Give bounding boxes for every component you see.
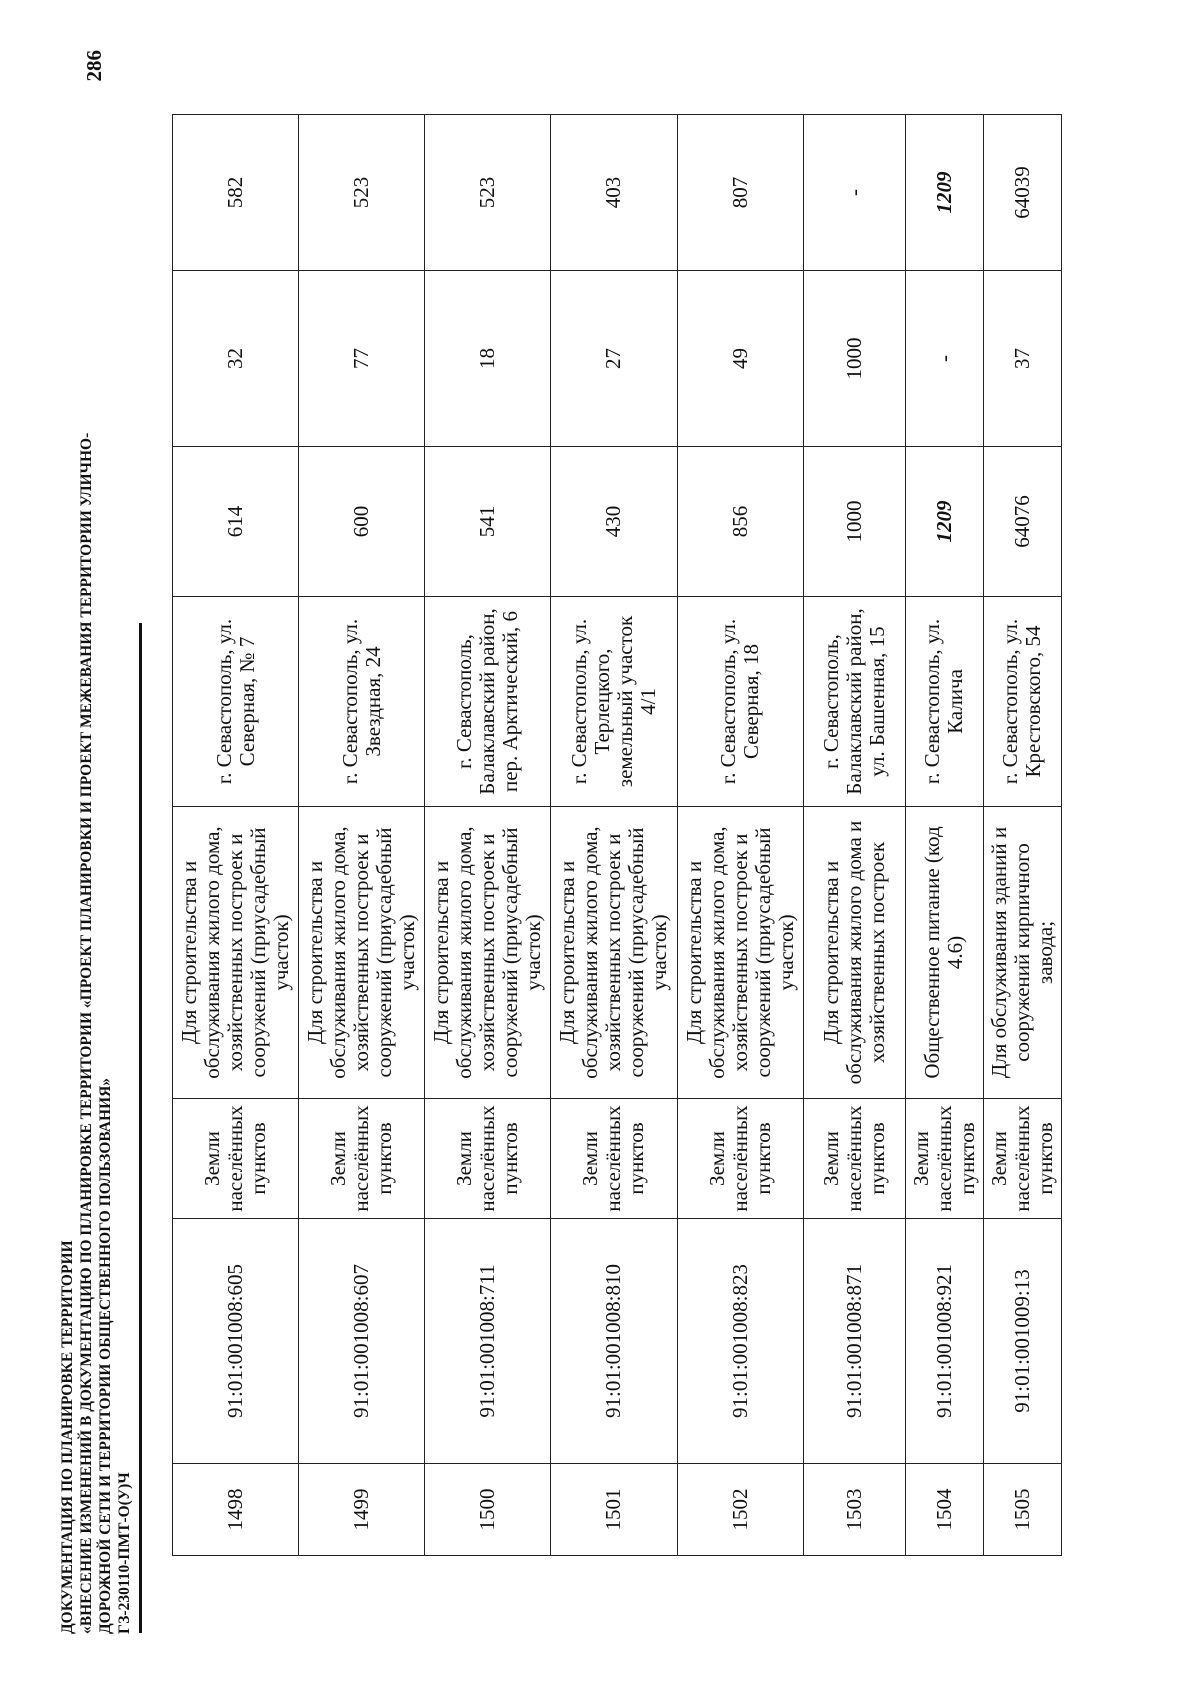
area: 1000 bbox=[803, 447, 905, 597]
address: г. Севастополь, ул. Северная, № 7 bbox=[173, 597, 299, 807]
area: 430 bbox=[551, 447, 677, 597]
table-row bbox=[803, 115, 905, 1556]
cadastral-number: 91:01:001008:921 bbox=[905, 1219, 983, 1464]
row-number: 1501 bbox=[551, 1464, 677, 1556]
permitted-use: Для строительства и обслуживания жилого дома, хозяйственных построек и сооружений (приусадебный участок) bbox=[173, 807, 299, 1099]
land-category: Земли населённых пунктов bbox=[803, 1099, 905, 1219]
area-result: 807 bbox=[677, 115, 803, 271]
area-result: 523 bbox=[299, 115, 425, 271]
row-number: 1504 bbox=[905, 1464, 983, 1556]
header-line-1: ДОКУМЕНТАЦИЯ ПО ПЛАНИРОВКЕ ТЕРРИТОРИИ bbox=[59, 1240, 76, 1634]
area-change: 18 bbox=[425, 271, 551, 447]
row-number: 1503 bbox=[803, 1464, 905, 1556]
land-category: Земли населённых пунктов bbox=[299, 1099, 425, 1219]
table-row bbox=[905, 115, 983, 1556]
land-category: Земли населённых пунктов bbox=[425, 1099, 551, 1219]
address: г. Севастополь, Балаклавский район, ул. Башенная, 15 bbox=[803, 597, 905, 807]
land-plots-table bbox=[172, 114, 1062, 1556]
area: 64076 bbox=[983, 447, 1061, 597]
area: 600 bbox=[299, 447, 425, 597]
cadastral-number: 91:01:001008:711 bbox=[425, 1219, 551, 1464]
area-result: 582 bbox=[173, 115, 299, 271]
land-category: Земли населённых пунктов bbox=[173, 1099, 299, 1219]
area-result: 403 bbox=[551, 115, 677, 271]
address: г. Севастополь, Балаклавский район, пер. Арктический, 6 bbox=[425, 597, 551, 807]
permitted-use: Для строительства и обслуживания жилого дома, хозяйственных построек и сооружений (приусадебный участок) bbox=[551, 807, 677, 1099]
area: 541 bbox=[425, 447, 551, 597]
document-header bbox=[58, 432, 134, 1634]
cadastral-number: 91:01:001008:871 bbox=[803, 1219, 905, 1464]
address: г. Севастополь, ул. Северная, 18 bbox=[677, 597, 803, 807]
area-result: 523 bbox=[425, 115, 551, 271]
permitted-use: Для строительства и обслуживания жилого дома, хозяйственных построек и сооружений (приусадебный участок) bbox=[299, 807, 425, 1099]
table-row bbox=[551, 115, 677, 1556]
row-number: 1498 bbox=[173, 1464, 299, 1556]
header-line-2: «ВНЕСЕНИЕ ИЗМЕНЕНИЙ В ДОКУМЕНТАЦИЮ ПО ПЛАНИРОВКЕ ТЕРРИТОРИИ «ПРОЕКТ ПЛАНИРОВКИ И ПРОЕКТ МЕЖЕВАНИЯ ТЕРРИТОРИИ УЛИЧНО- bbox=[78, 432, 95, 1634]
area: 856 bbox=[677, 447, 803, 597]
address: г. Севастополь, ул. Терлецкого, земельный участок 4/1 bbox=[551, 597, 677, 807]
permitted-use: Общественное питание (код 4.6) bbox=[905, 807, 983, 1099]
area-change: 37 bbox=[983, 271, 1061, 447]
header-rule bbox=[139, 623, 142, 1633]
permitted-use: Для строительства и обслуживания жилого дома и хозяйственных построек bbox=[803, 807, 905, 1099]
address: г. Севастополь, ул. Крестовского, 54 bbox=[983, 597, 1061, 807]
table-row bbox=[173, 115, 299, 1556]
cadastral-number: 91:01:001008:605 bbox=[173, 1219, 299, 1464]
area-change: 77 bbox=[299, 271, 425, 447]
address: г. Севастополь, ул. Калича bbox=[905, 597, 983, 807]
header-line-3: ДОРОЖНОЙ СЕТИ И ТЕРРИТОРИИ ОБЩЕСТВЕННОГО ПОЛЬЗОВАНИЯ» bbox=[97, 1077, 114, 1634]
land-category: Земли населённых пунктов bbox=[677, 1099, 803, 1219]
area-change: 49 bbox=[677, 271, 803, 447]
permitted-use: Для строительства и обслуживания жилого дома, хозяйственных построек и сооружений (приусадебный участок) bbox=[425, 807, 551, 1099]
row-number: 1502 bbox=[677, 1464, 803, 1556]
table-row bbox=[677, 115, 803, 1556]
land-category: Земли населённых пунктов bbox=[551, 1099, 677, 1219]
area-change: 32 bbox=[173, 271, 299, 447]
area: 614 bbox=[173, 447, 299, 597]
header-line-4: ГЗ-230110-ПМТ-О(У)Ч bbox=[116, 1472, 133, 1634]
area: 1209 bbox=[905, 447, 983, 597]
land-category: Земли населённых пунктов bbox=[983, 1099, 1061, 1219]
table-row bbox=[425, 115, 551, 1556]
permitted-use: Для обслуживания зданий и сооружений кирпичного завода; bbox=[983, 807, 1061, 1099]
row-number: 1500 bbox=[425, 1464, 551, 1556]
land-category: Земли населённых пунктов bbox=[905, 1099, 983, 1219]
area-change: - bbox=[905, 271, 983, 447]
land-plots-table-wrap bbox=[172, 115, 1062, 1556]
table-row bbox=[299, 115, 425, 1556]
area-change: 27 bbox=[551, 271, 677, 447]
cadastral-number: 91:01:001008:810 bbox=[551, 1219, 677, 1464]
row-number: 1499 bbox=[299, 1464, 425, 1556]
cadastral-number: 91:01:001008:823 bbox=[677, 1219, 803, 1464]
area-result: - bbox=[803, 115, 905, 271]
cadastral-number: 91:01:001008:607 bbox=[299, 1219, 425, 1464]
permitted-use: Для строительства и обслуживания жилого дома, хозяйственных построек и сооружений (приусадебный участок) bbox=[677, 807, 803, 1099]
area-result: 1209 bbox=[905, 115, 983, 271]
area-change: 1000 bbox=[803, 271, 905, 447]
page-number: 286 bbox=[82, 50, 106, 82]
cadastral-number: 91:01:001009:13 bbox=[983, 1219, 1061, 1464]
table-row bbox=[983, 115, 1061, 1556]
area-result: 64039 bbox=[983, 115, 1061, 271]
address: г. Севастополь, ул. Звездная, 24 bbox=[299, 597, 425, 807]
row-number: 1505 bbox=[983, 1464, 1061, 1556]
